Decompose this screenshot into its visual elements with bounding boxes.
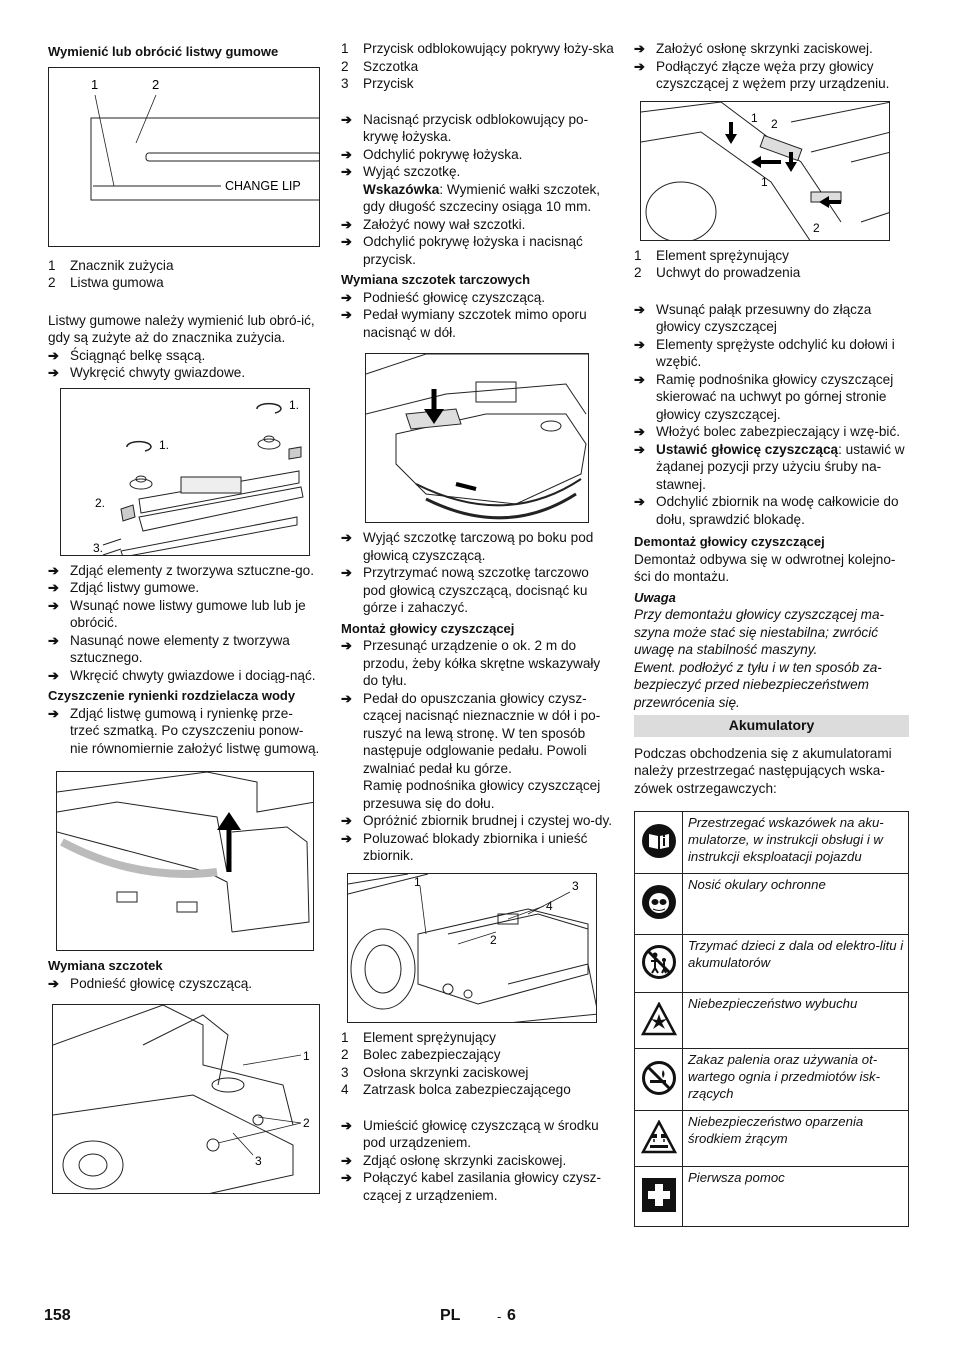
warning-text: Przestrzegać wskazówek na aku-mulatorze, w instrukcji obsługi i w instrukcji eksploatacji pojazdu [683,812,909,874]
figure-push-bar [640,101,890,241]
legend-item: 1 Przycisk odblokowujący pokrywy łoży-ska [341,41,614,56]
step: ➔ Wsunąć pałąk przesuwny do złącza głowicy czyszczącej [634,301,909,336]
note-text: : Wymienić wałki szczotek, gdy długość szczeciny osiąga 10 mm. [363,181,601,214]
explosion-icon [635,993,683,1049]
step-bold: Ustawić głowicę czyszczącą [656,441,839,457]
fig4-label: 3 [255,1154,262,1168]
paragraph-batteries: Podczas obchodzenia się z akumulatorami należy przestrzegać następujących wska-zówek ostrzegawczych: [634,745,892,796]
legend-item: 2 Uchwyt do prowadzenia [634,265,801,280]
step: ➔ Odchylić zbiornik na wodę całkowicie do dołu, sprawdzić blokadę. [634,493,909,528]
warning-text: Pierwsza pomoc [683,1167,909,1227]
goggles-icon [635,874,683,935]
first-aid-icon [635,1167,683,1227]
step: ➔ Zdjąć osłonę skrzynki zaciskowej. [341,1152,615,1170]
fig-tank-label: 1 [414,874,421,889]
fig1-change-lip-text: CHANGE LIP [225,178,301,193]
fig-push-label: 1 [751,110,758,125]
step: ➔ Podnieść głowicę czyszczącą. [341,289,615,307]
warning-text: Niebezpieczeństwo wybuchu [683,993,909,1049]
heading-rubber-lips: Wymienić lub obrócić listwy gumowe [48,44,279,59]
warning-row [635,874,909,935]
heading-mount-head: Montaż głowicy czyszczącej [341,620,515,636]
fig-tank-label: 4 [546,898,553,913]
footer-subpage: 6 [507,1307,516,1324]
legend-item: 2 Szczotka [341,58,419,74]
step: ➔ Zdjąć listwę gumową i rynienkę prze-trzeć szmatką. Po czyszczeniu ponow-nie równomiernie założyć listwę gumową. [48,705,320,758]
column-2 [341,40,615,1204]
heading-brush: Wymiana szczotek [48,958,163,973]
figure-gutter [56,771,314,951]
step: ➔ Włożyć bolec zabezpieczający i wzę-bić. [634,423,909,441]
legend-item: 1 Element sprężynujący [634,247,789,263]
caution-heading: Uwaga [634,589,676,605]
step: ➔ Przytrzymać nową szczotkę tarczowo pod głowicą czyszczącą, docisnąć ku górze i zahaczyć. [341,564,615,617]
note [341,181,615,216]
fig1-label-2: 2 [152,76,160,92]
fig2-label: 1. [289,397,300,412]
step: ➔ Opróżnić zbiornik brudnej i czystej wo-dy. [341,812,615,830]
step: ➔ Zdjąć listwy gumowe. [48,579,320,597]
step: ➔ Pedał do opuszczania głowicy czysz-czącej nacisnąć nieznacznie w dół i po-ruszyć na lewą stronę. W ten sposób następuje odglowanie pedału. Powoli zwalniać pedał ku górze. [341,690,615,778]
step: ➔ Odchylić pokrywę łożyska i nacisnąć przycisk. [341,233,615,268]
step: ➔ Wsunąć nowe listwy gumowe lub lub je obrócić. [48,597,320,632]
children-icon [635,935,683,993]
legend-item: 4 Zatrzask bolca zabezpieczającego [341,1082,571,1097]
heading-dismount: Demontaż głowicy czyszczącej [634,534,825,549]
step: ➔ Założyć osłonę skrzynki zaciskowej. [634,40,909,58]
legend-item: 1 Znacznik zużycia [48,257,174,273]
step: ➔ Zdjąć elementy z tworzywa sztuczne-go. [48,562,320,580]
language-code: PL [440,1307,461,1324]
column-1 [48,40,320,1200]
corrosive-icon [635,1111,683,1167]
figure-brush-cover [52,1004,320,1194]
caution-text: Przy demontażu głowicy czyszczącej ma-szyna może stać się niestabilna; zwrócić uwagę na stabilność maszyny. [634,607,885,657]
warning-text: Nosić okulary ochronne [683,874,909,935]
fig-push-label: 2 [813,220,820,235]
step: ➔ Ściągnąć belkę ssącą. [48,347,320,365]
step: ➔ Wkręcić chwyty gwiazdowe i dociąg-nąć. [48,667,320,685]
figure-squeegee-parts [60,388,310,556]
paragraph-dismount: Demontaż odbywa się w odwrotnej kolejno-ści do montażu. [634,551,896,584]
step: ➔ Nasunąć nowe elementy z tworzywa sztucznego. [48,632,320,667]
step: ➔ Przesunąć urządzenie o ok. 2 m do przodu, żeby kółka skrętne wskazywały do tyłu. [341,637,615,690]
step: ➔ Umieścić głowicę czyszczącą w środku pod urządzeniem. [341,1117,615,1152]
paragraph-mount: Ramię podnośnika głowicy czyszczącej przesuwa się do dołu. [363,778,601,811]
warning-row [635,993,909,1049]
paragraph-rubber: Listwy gumowe należy wymienić lub obró-ić, gdy są zużyte aż do znacznika zużycia. [48,312,315,345]
fig-push-label: 2 [771,116,778,131]
heading-disc-brush: Wymiana szczotek tarczowych [341,272,531,287]
warnings-table [634,811,909,1227]
step: ➔ Wyjąć szczotkę tarczową po boku pod głowicą czyszczącą. [341,529,615,564]
warning-row [635,935,909,993]
warning-row [635,1049,909,1111]
footer-separator: - [497,1309,502,1324]
step: ➔ Wyjąć szczotkę. [341,163,615,181]
legend-item: 2 Listwa gumowa [48,275,164,290]
fig1-label-1: 1 [91,76,99,92]
step: ➔ Wykręcić chwyty gwiazdowe. [48,364,320,382]
fig-tank-label: 3 [572,878,579,893]
warning-text: Trzymać dzieci z dala od elektro-litu i akumulatorów [683,935,909,993]
note-label: Wskazówka [363,181,440,197]
step: ➔ Podłączyć złącze węża przy głowicy czyszczącej z wężem przy urządzeniu. [634,58,909,93]
figure-disc-brush [365,353,589,523]
step: ➔ Podnieść głowicę czyszczącą. [48,975,320,993]
fig4-label: 2 [303,1116,310,1130]
heading-gutter: Czyszczenie rynienki rozdzielacza wody [48,688,296,703]
warning-row [635,812,909,874]
legend-item: 3 Przycisk [341,76,414,91]
warning-text: Zakaz palenia oraz używania ot-wartego ognia i przedmiotów isk-rzących [683,1049,909,1111]
caution-text: Ewent. podłożyć z tyłu i w ten sposób za-bezpieczyć przed niebezpieczeństwem przewrócenia się. [634,659,882,710]
fig-push-label: 1 [761,174,768,189]
legend-item: 1 Element sprężynujący [341,1029,496,1045]
step: ➔ Połączyć kabel zasilania głowicy czysz-czącej z urządzeniem. [341,1169,615,1204]
step: ➔ Założyć nowy wał szczotki. [341,216,615,234]
warning-text: Niebezpieczeństwo oparzenia środkiem żrącym [683,1111,909,1167]
fig-tank-label: 2 [490,932,497,947]
step: ➔ Pedał wymiany szczotek mimo oporu nacisnąć w dół. [341,306,615,341]
legend-item: 3 Osłona skrzynki zaciskowej [341,1064,529,1080]
figure-tank [347,873,597,1023]
step: ➔ Poluzować blokady zbiornika i unieść zbiornik. [341,830,615,865]
fig2-label: 2. [95,495,106,510]
step: ➔ Odchylić pokrywę łożyska. [341,146,615,164]
step: ➔ Ustawić głowicę czyszczącą: ustawić w żądanej pozycji przy użyciu śruby na-stawnej. [634,441,909,494]
step: ➔ Nacisnąć przycisk odblokowujący po-krywę łożyska. [341,111,615,146]
warning-row [635,1167,909,1227]
manual-icon [635,812,683,874]
column-3 [634,40,909,1227]
legend-item: 2 Bolec zabezpieczający [341,1047,501,1062]
warning-row [635,1111,909,1167]
step: ➔ Elementy sprężyste odchylić ku dołowi i wzębić. [634,336,909,371]
fig4-label: 1 [303,1049,310,1063]
figure-change-lip [48,67,320,247]
no-fire-icon [635,1049,683,1111]
fig2-label: 3. [93,540,104,555]
page-number: 158 [44,1307,71,1324]
section-heading-batteries: Akumulatory [634,715,909,737]
fig2-label: 1. [159,437,170,452]
step: ➔ Ramię podnośnika głowicy czyszczącej skierować na uchwyt po górnej stronie głowicy czyszczącej. [634,371,909,424]
